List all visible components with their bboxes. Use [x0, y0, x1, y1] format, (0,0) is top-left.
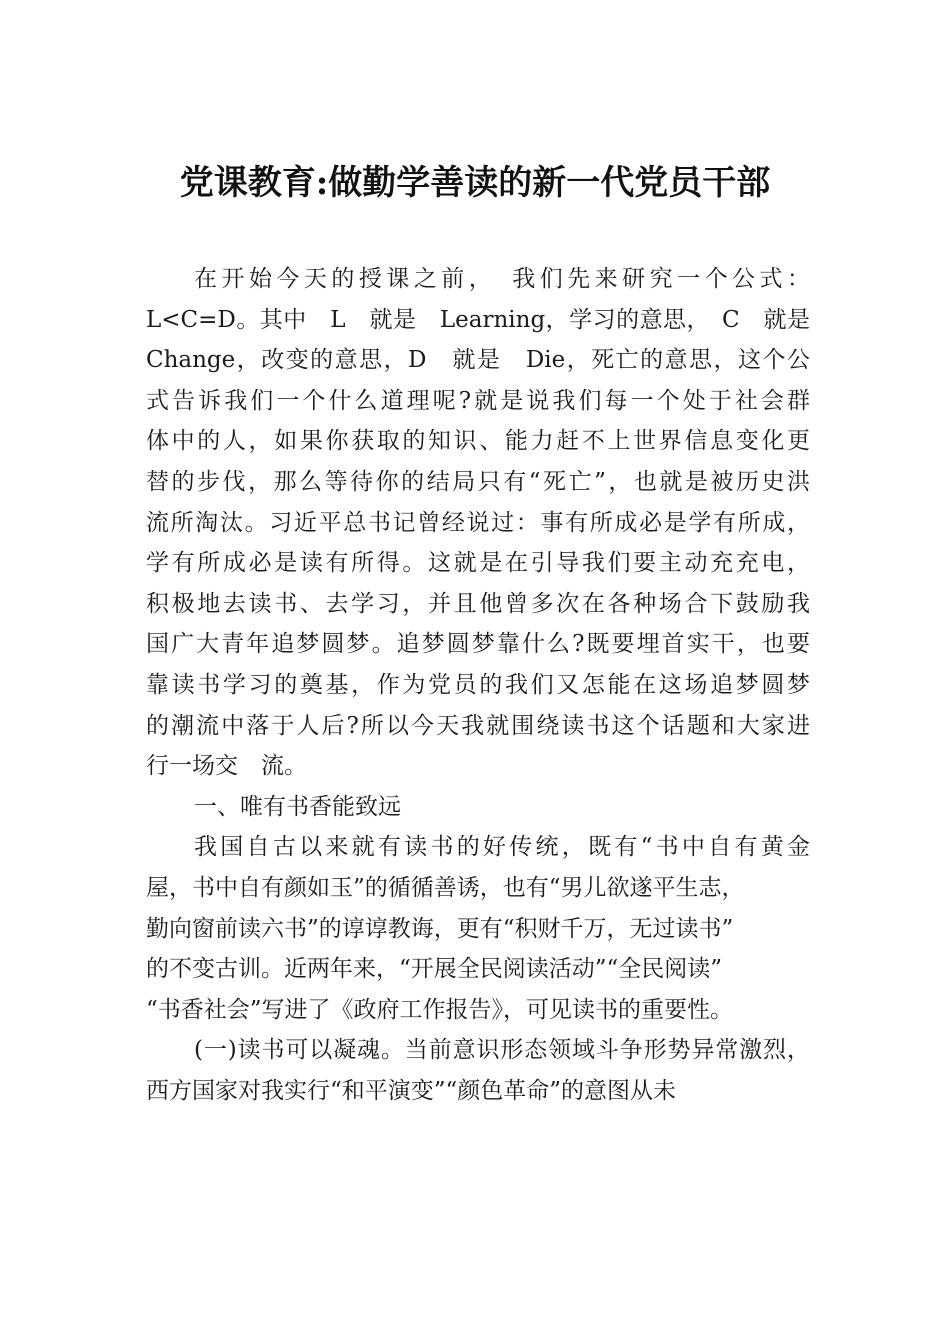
paragraph-line: L<C=D。其中 L 就是 Learning，学习的意思， C 就是 [146, 306, 810, 333]
paragraph-line: “书香社会”写进了《政府工作报告》，可见读书的重要性。 [146, 996, 734, 1023]
paragraph-line: 的潮流中落于人后?所以今天我就围绕读书这个话题和大家进 [146, 712, 810, 739]
paragraph-line: 体中的人，如果你获取的知识、能力赶不上世界信息变化更 [146, 428, 810, 455]
paragraph-line: 积极地去读书、去学习，并且他曾多次在各种场合下鼓励我 [146, 590, 810, 617]
paragraph-line: 靠读书学习的奠基，作为党员的我们又怎能在这场追梦圆梦 [146, 671, 810, 698]
paragraph-line: 学有所成必是读有所得。这就是在引导我们要主动充充电， [146, 550, 810, 577]
paragraph-line: 行一场交 流。 [146, 753, 307, 780]
paragraph-line: (一)读书可以凝魂。当前意识形态领域斗争形势异常激烈， [194, 1037, 810, 1064]
document-body [146, 259, 810, 1111]
paragraph-line: 西方国家对我实行“和平演变”“颜色革命”的意图从未 [146, 1077, 677, 1104]
paragraph-line: 替的步伐，那么等待你的结局只有“死亡”，也就是被历史洪 [146, 468, 810, 495]
paragraph-line: 勤向窗前读六书”的谆谆教诲，更有“积财千万，无过读书” [146, 915, 734, 942]
paragraph-line: Change，改变的意思，D 就是 Die，死亡的意思，这个公 [146, 347, 810, 374]
paragraph-line: 式告诉我们一个什么道理呢?就是说我们每一个处于社会群 [146, 387, 810, 414]
paragraph-line: 在开始今天的授课之前， 我们先来研究一个公式： [194, 266, 810, 292]
paragraph-line: 的不变古训。近两年来，“开展全民阅读活动”“全民阅读” [146, 956, 723, 983]
paragraph-line: 屋，书中自有颜如玉”的循循善诱，也有“男儿欲遂平生志， [146, 874, 745, 901]
paragraph-line: 我国自古以来就有读书的好传统，既有“书中自有黄金 [194, 834, 810, 861]
paragraph-line: 流所淘汰。习近平总书记曾经说过：事有所成必是学有所成， [146, 509, 810, 536]
section-heading: 一、唯有书香能致远 [194, 793, 401, 820]
paragraph-line: 国广大青年追梦圆梦。追梦圆梦靠什么?既要埋首实干，也要 [146, 631, 810, 658]
document-title: 党课教育:做勤学善读的新一代党员干部 [179, 163, 771, 203]
